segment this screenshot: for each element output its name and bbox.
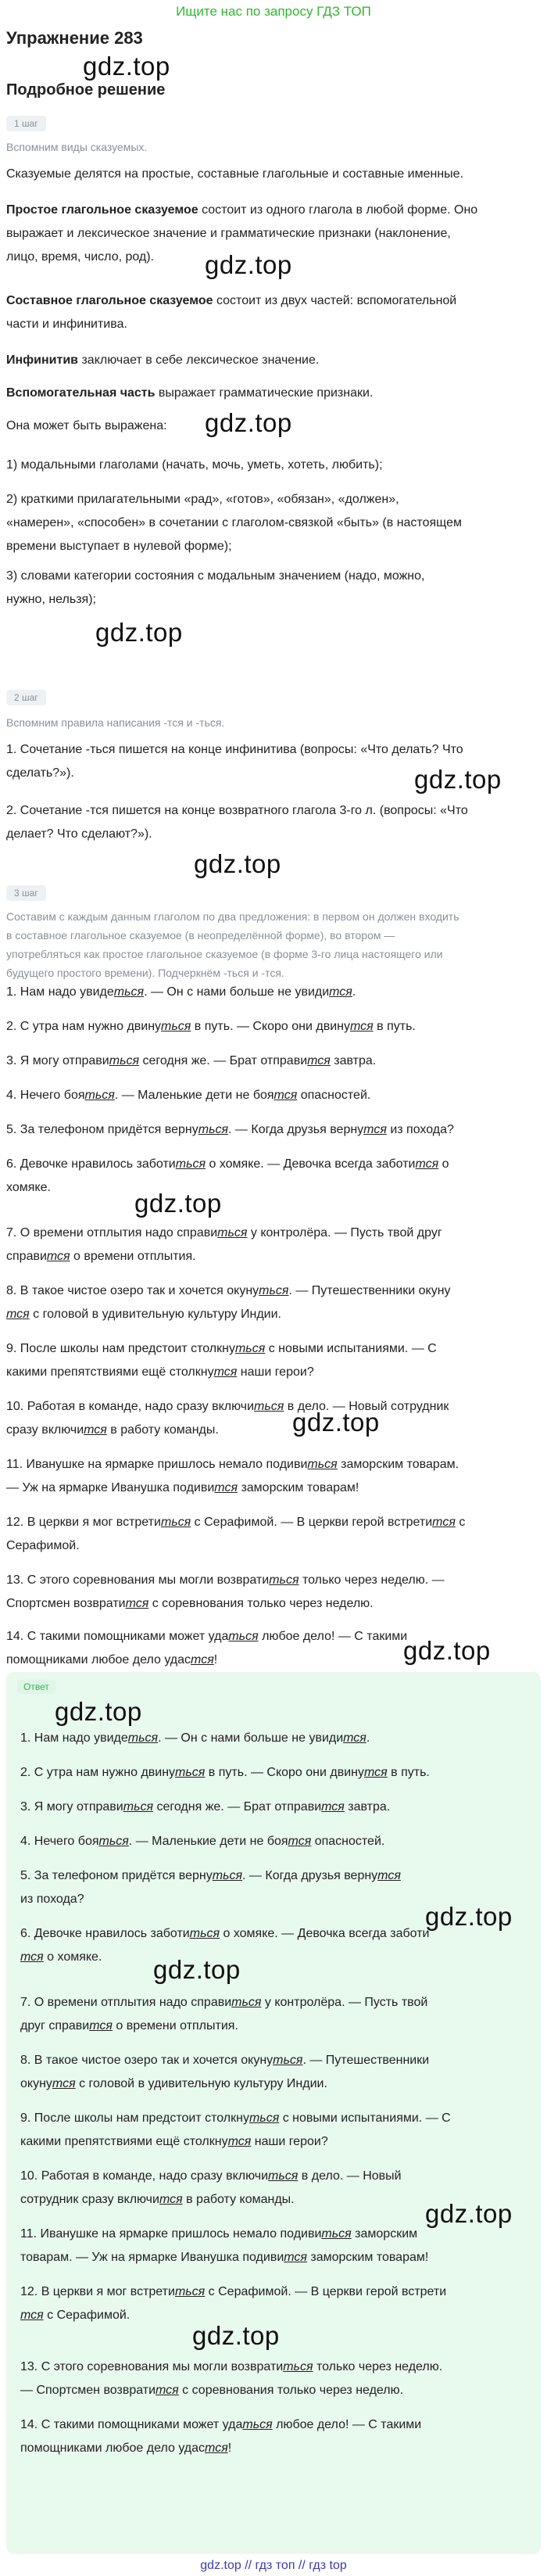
underlined-ending: ться xyxy=(84,1089,115,1102)
text: . xyxy=(352,985,356,999)
text: в дело. — Новый xyxy=(298,2169,402,2183)
sentence-13 xyxy=(6,1569,541,1616)
text: делает? Что сделают?»). xyxy=(6,827,152,841)
text: состоит из одного глагола в любой форме. Оно xyxy=(198,203,478,217)
answer-sentence-1 xyxy=(20,1727,530,1750)
watermark: gdz.top xyxy=(55,1697,142,1726)
sentence-7 xyxy=(6,1222,541,1268)
underlined-ending: тся xyxy=(52,2077,76,2090)
text: заключает в себе лексическое значение. xyxy=(78,353,320,367)
step-2-badge: 2 шаг xyxy=(6,690,46,705)
text: времени выступает в нулевой форме); xyxy=(6,540,232,553)
text: заморским товарам! xyxy=(238,1481,359,1494)
text: в работу команды. xyxy=(182,2193,295,2206)
exercise-title: Упражнение 283 xyxy=(6,28,143,48)
underlined-ending: тся xyxy=(6,1308,30,1321)
text: сделать?»). xyxy=(6,766,74,780)
answer-sentence-7 xyxy=(20,1991,530,2038)
underlined-ending: ться xyxy=(269,1573,299,1587)
text: наши герои? xyxy=(237,1365,314,1379)
text: 14. С такими помощниками может уда xyxy=(20,2418,243,2431)
text: «намерен», «способен» в сочетании с глаголом-связкой «быть» (в настоящем xyxy=(6,516,463,529)
step-1-paragraph xyxy=(6,488,541,558)
sentence-2 xyxy=(6,1015,541,1039)
underlined-ending: тся xyxy=(213,1365,238,1379)
text: заморским товарам. xyxy=(337,1458,459,1471)
underlined-ending: тся xyxy=(284,2251,307,2264)
underlined-ending: ться xyxy=(234,1342,266,1355)
watermark: gdz.top xyxy=(425,2199,513,2228)
underlined-ending: ться xyxy=(307,1458,338,1471)
text: . — Он с нами больше не увиди xyxy=(144,985,330,999)
text: 2) краткими прилагательными «рад», «готов», «обязан», «должен», xyxy=(6,493,399,506)
step-2-paragraph xyxy=(6,799,541,846)
text: товарам. — Уж на ярмарке Иванушка подиви xyxy=(20,2251,284,2264)
text: помощниками любое дело удас xyxy=(20,2441,206,2455)
watermark: gdz.top xyxy=(425,1902,513,1931)
step-1-paragraph xyxy=(6,382,541,405)
text: с xyxy=(455,1516,466,1529)
step-1-paragraph xyxy=(6,565,541,612)
text: . — Маленькие дети не боя xyxy=(128,1835,288,1848)
term-auxiliary: Вспомогательная часть xyxy=(6,386,156,400)
text: завтра. xyxy=(330,1054,377,1067)
footer-links[interactable]: gdz.top // гдз топ // гдз top xyxy=(200,2559,347,2572)
step-1-paragraph: 1) модальными глаголами (начать, мочь, уметь, хотеть, любить); xyxy=(6,458,383,472)
text: только через неделю. xyxy=(313,2360,443,2373)
underlined-ending: тся xyxy=(432,1516,456,1529)
underlined-ending: ться xyxy=(228,1630,259,1643)
answer-sentence-6 xyxy=(20,1922,530,1969)
text: наши герои? xyxy=(251,2135,328,2148)
watermark: gdz.top xyxy=(194,849,281,878)
text: о времени отплытия. xyxy=(112,2019,238,2032)
answer-sentence-9 xyxy=(20,2107,530,2154)
watermark: gdz.top xyxy=(403,1636,491,1665)
underlined-ending: ться xyxy=(259,1284,289,1297)
text: Составим с каждым данным глаголом по два предложения: в первом он должен входить xyxy=(6,910,459,923)
text: о хомяке. — Девочка всегда заботи xyxy=(220,1927,430,1940)
sentence-10 xyxy=(6,1395,541,1442)
sentence-12 xyxy=(6,1511,541,1558)
underlined-ending: тся xyxy=(159,2193,183,2206)
underlined-ending: ться xyxy=(174,2285,206,2298)
text: . — Маленькие дети не боя xyxy=(114,1089,274,1102)
text: о хомяке. — Девочка всегда заботи xyxy=(206,1157,416,1171)
text: в дело. — Новый сотрудник xyxy=(284,1400,449,1413)
underlined-ending: ться xyxy=(248,2111,280,2125)
text: 1. Нам надо увиде xyxy=(20,1731,128,1745)
text: 4. Нечего боя xyxy=(6,1089,85,1102)
underlined-ending: тся xyxy=(307,1054,331,1067)
text: 10. Работая в команде, надо сразу включи xyxy=(6,1400,255,1413)
underlined-ending: ться xyxy=(198,1123,229,1136)
term-compound-verbal: Составное глагольное сказуемое xyxy=(6,294,213,307)
underlined-ending: тся xyxy=(415,1157,439,1171)
answer-sentence-13 xyxy=(20,2355,530,2402)
sentence-4 xyxy=(6,1084,541,1107)
text: 3. Я могу отправи xyxy=(6,1054,109,1067)
underlined-ending: тся xyxy=(20,1950,44,1964)
underlined-ending: ться xyxy=(242,2418,273,2431)
answer-sentence-12 xyxy=(20,2280,530,2327)
text: — Спортсмен возврати xyxy=(20,2384,156,2397)
answer-label: Ответ xyxy=(17,1680,55,1694)
text: 1. Сочетание -ться пишется на конце инфинитива (вопросы: «Что делать? Что xyxy=(6,743,463,756)
underlined-ending: тся xyxy=(191,1653,214,1667)
text: из похода? xyxy=(386,1123,454,1136)
text: лицо, время, число, род). xyxy=(6,250,155,264)
answer-sentence-3 xyxy=(20,1796,530,1819)
top-banner[interactable]: Ищите нас по запросу ГДЗ ТОП xyxy=(176,4,371,19)
text: употребляться как простое глагольное сказуемое (в форме 3-го лица настоящего или xyxy=(6,948,443,960)
sentence-1 xyxy=(6,981,541,1004)
text: у контролёра. — Пусть твой xyxy=(261,1996,428,2009)
text: помощниками любое дело удас xyxy=(6,1653,191,1667)
underlined-ending: тся xyxy=(46,1250,70,1263)
text: 12. В церкви я мог встрети xyxy=(20,2285,175,2298)
text: нужно, нельзя); xyxy=(6,593,96,606)
underlined-ending: ться xyxy=(268,2169,299,2183)
text: 2. С утра нам нужно двину xyxy=(20,1766,176,1779)
text: 14. С такими помощниками может уда xyxy=(6,1630,229,1643)
text: 6. Девочке нравилось заботи xyxy=(6,1157,176,1171)
text: — Уж на ярмарке Иванушка подиви xyxy=(6,1481,215,1494)
text: в составное глагольное сказуемое (в неопределённой форме), во втором — xyxy=(6,929,395,942)
underlined-ending: тся xyxy=(89,2019,113,2032)
underlined-ending: ться xyxy=(189,1927,220,1940)
underlined-ending: тся xyxy=(343,1731,366,1745)
underlined-ending: ться xyxy=(113,985,145,999)
sentence-8 xyxy=(6,1279,541,1326)
text: Серафимой. xyxy=(6,1539,80,1552)
text: в работу команды. xyxy=(106,1423,219,1437)
text: выражает и лексическое значение и грамматические признаки (наклонение, xyxy=(6,227,451,240)
answer-sentence-8 xyxy=(20,2049,530,2096)
text: с головой в удивительную культуру Индии. xyxy=(29,1308,281,1321)
underlined-ending: тся xyxy=(350,1020,374,1033)
solution-subtitle: Подробное решение xyxy=(6,81,166,99)
sentence-3 xyxy=(6,1049,541,1073)
text: 9. После школы нам предстоит столкну xyxy=(20,2111,249,2125)
underlined-ending: тся xyxy=(214,1481,238,1494)
step-1-paragraph: Она может быть выражена: xyxy=(6,419,167,432)
underlined-ending: ться xyxy=(160,1516,191,1529)
underlined-ending: тся xyxy=(125,1597,149,1610)
underlined-ending: тся xyxy=(364,1766,388,1779)
text: будущего простого времени). Подчеркнём -ться и -тся. xyxy=(6,967,284,979)
underlined-ending: тся xyxy=(321,1800,345,1814)
text: части и инфинитива. xyxy=(6,318,127,331)
underlined-ending: ться xyxy=(321,2227,352,2241)
text: заморским xyxy=(351,2227,418,2241)
text: 11. Иванушке на ярмарке пришлось немало подиви xyxy=(20,2227,322,2241)
answer-sentence-2 xyxy=(20,1761,530,1785)
term-simple-predicate: Простое глагольное сказуемое xyxy=(6,203,198,217)
underlined-ending: тся xyxy=(363,1123,387,1136)
underlined-ending: ться xyxy=(212,1869,243,1882)
text: с Серафимой. xyxy=(43,2309,130,2322)
sentence-9 xyxy=(6,1337,541,1384)
underlined-ending: тся xyxy=(227,2135,252,2148)
step-1-intro: Вспомним виды сказуемых. xyxy=(6,141,148,153)
underlined-ending: тся xyxy=(156,2384,179,2397)
text: сотрудник сразу включи xyxy=(20,2193,159,2206)
text: какими препятствиями ещё столкну xyxy=(6,1365,214,1379)
answer-sentence-14 xyxy=(20,2413,530,2460)
answer-sentence-11 xyxy=(20,2223,530,2269)
step-1-paragraph xyxy=(6,349,541,372)
text: любое дело! — С такими xyxy=(258,1630,408,1643)
text: 9. После школы нам предстоит столкну xyxy=(6,1342,235,1355)
text: 4. Нечего боя xyxy=(20,1835,99,1848)
text: . — Путешественники окуну xyxy=(288,1284,451,1297)
text: . — Когда друзья верну xyxy=(242,1869,378,1882)
text: завтра. xyxy=(344,1800,391,1814)
watermark: gdz.top xyxy=(192,2321,280,2350)
underlined-ending: ться xyxy=(175,1766,206,1779)
text: с новыми испытаниями. — С xyxy=(265,1342,437,1355)
answer-sentence-4 xyxy=(20,1830,530,1853)
text: 2. Сочетание -тся пишется на конце возвратного глагола 3-го л. (вопросы: «Что xyxy=(6,804,468,817)
text: 3) словами категории состояния с модальным значением (надо, можно, xyxy=(6,569,425,583)
underlined-ending: тся xyxy=(205,2441,228,2455)
text: Спортсмен возврати xyxy=(6,1597,126,1610)
text: о времени отплытия. xyxy=(70,1250,196,1263)
text: о xyxy=(438,1157,449,1171)
text: заморским товарам! xyxy=(306,2251,429,2264)
watermark: gdz.top xyxy=(134,1189,222,1218)
underlined-ending: тся xyxy=(20,2309,44,2322)
text: 8. В такое чистое озеро так и хочется окуну xyxy=(6,1284,259,1297)
text: в путь. — Скоро они двину xyxy=(205,1766,364,1779)
text: 3. Я могу отправи xyxy=(20,1800,123,1814)
text: 10. Работая в команде, надо сразу включи xyxy=(20,2169,269,2183)
text: сегодня же. — Брат отправи xyxy=(153,1800,322,1814)
text: хомяке. xyxy=(6,1181,51,1194)
text: 12. В церкви я мог встрети xyxy=(6,1516,161,1529)
text: с новыми испытаниями. — С xyxy=(279,2111,451,2125)
underlined-ending: тся xyxy=(288,1835,312,1848)
underlined-ending: ться xyxy=(273,2054,303,2067)
underlined-ending: тся xyxy=(329,985,352,999)
underlined-ending: ться xyxy=(217,1226,248,1240)
text: с головой в удивительную культуру Индии. xyxy=(75,2077,327,2090)
step-1-badge: 1 шаг xyxy=(6,116,46,131)
text: 5. За телефоном придётся верну xyxy=(20,1869,213,1882)
text: окуну xyxy=(20,2077,52,2090)
text: в путь. xyxy=(387,1766,430,1779)
text: ! xyxy=(227,2441,232,2455)
text: в путь. — Скоро они двину xyxy=(191,1020,350,1033)
underlined-ending: ться xyxy=(254,1400,284,1413)
text: с соревнования только через неделю. xyxy=(178,2384,404,2397)
text: с Серафимой. — В церкви герой встрети xyxy=(191,1516,433,1529)
text: в путь. xyxy=(373,1020,416,1033)
text: 13. С этого соревнования мы могли возврати xyxy=(20,2360,284,2373)
text: 7. О времени отплытия надо справи xyxy=(6,1226,218,1240)
text: любое дело! — С такими xyxy=(272,2418,422,2431)
text: у контролёра. — Пусть твой друг xyxy=(247,1226,442,1240)
underlined-ending: тся xyxy=(377,1869,401,1882)
watermark: gdz.top xyxy=(153,1955,241,1984)
underlined-ending: ться xyxy=(175,1157,206,1171)
text: 11. Иванушке на ярмарке пришлось немало подиви xyxy=(6,1458,308,1471)
text: 13. С этого соревнования мы могли возврати xyxy=(6,1573,270,1587)
underlined-ending: ться xyxy=(109,1054,140,1067)
step-1-paragraph xyxy=(6,289,541,336)
text: . — Когда друзья верну xyxy=(228,1123,364,1136)
text: из похода? xyxy=(20,1893,84,1906)
watermark: gdz.top xyxy=(95,618,183,647)
text: 2. С утра нам нужно двину xyxy=(6,1020,162,1033)
step-1-paragraph: Сказуемые делятся на простые, составные глагольные и составные именные. xyxy=(6,167,464,181)
text: 8. В такое чистое озеро так и хочется окуну xyxy=(20,2054,274,2067)
text: 1. Нам надо увиде xyxy=(6,985,114,999)
text: 5. За телефоном придётся верну xyxy=(6,1123,198,1136)
text: с соревнования только через неделю. xyxy=(148,1597,374,1610)
underlined-ending: ться xyxy=(161,1020,191,1033)
text: опасностей. xyxy=(297,1089,371,1102)
step-2-intro: Вспомним правила написания -тся и -ться. xyxy=(6,716,225,729)
text: 7. О времени отплытия надо справи xyxy=(20,1996,232,2009)
underlined-ending: ться xyxy=(127,1731,159,1745)
text: справи xyxy=(6,1250,47,1263)
underlined-ending: тся xyxy=(274,1089,298,1102)
underlined-ending: ться xyxy=(123,1800,154,1814)
watermark: gdz.top xyxy=(205,250,292,279)
step-3-intro xyxy=(6,907,541,982)
text: какими препятствиями ещё столкну xyxy=(20,2135,228,2148)
underlined-ending: тся xyxy=(84,1423,107,1437)
text: сразу включи xyxy=(6,1423,84,1437)
watermark: gdz.top xyxy=(414,765,502,794)
watermark: gdz.top xyxy=(83,52,170,81)
sentence-6 xyxy=(6,1153,541,1200)
text: 6. Девочке нравилось заботи xyxy=(20,1927,190,1940)
text: с Серафимой. — В церкви герой встрети xyxy=(205,2285,447,2298)
watermark: gdz.top xyxy=(292,1408,380,1437)
text: . xyxy=(366,1731,370,1745)
text: друг справи xyxy=(20,2019,90,2032)
text: сегодня же. — Брат отправи xyxy=(139,1054,308,1067)
sentence-5 xyxy=(6,1118,541,1142)
text: о хомяке. xyxy=(43,1950,102,1964)
step-3-badge: 3 шаг xyxy=(6,885,46,901)
text: состоит из двух частей: вспомогательной xyxy=(213,294,457,307)
text: ! xyxy=(213,1653,218,1667)
watermark: gdz.top xyxy=(205,408,292,437)
text: . — Путешественники xyxy=(302,2054,430,2067)
term-infinitive: Инфинитив xyxy=(6,353,79,367)
text: . — Он с нами больше не увиди xyxy=(158,1731,344,1745)
sentence-11 xyxy=(6,1453,541,1500)
underlined-ending: ться xyxy=(231,1996,262,2009)
text: опасностей. xyxy=(311,1835,385,1848)
text: выражает грамматические признаки. xyxy=(155,386,374,400)
underlined-ending: ться xyxy=(98,1835,129,1848)
underlined-ending: ться xyxy=(283,2360,313,2373)
text: только через неделю. — xyxy=(299,1573,445,1587)
